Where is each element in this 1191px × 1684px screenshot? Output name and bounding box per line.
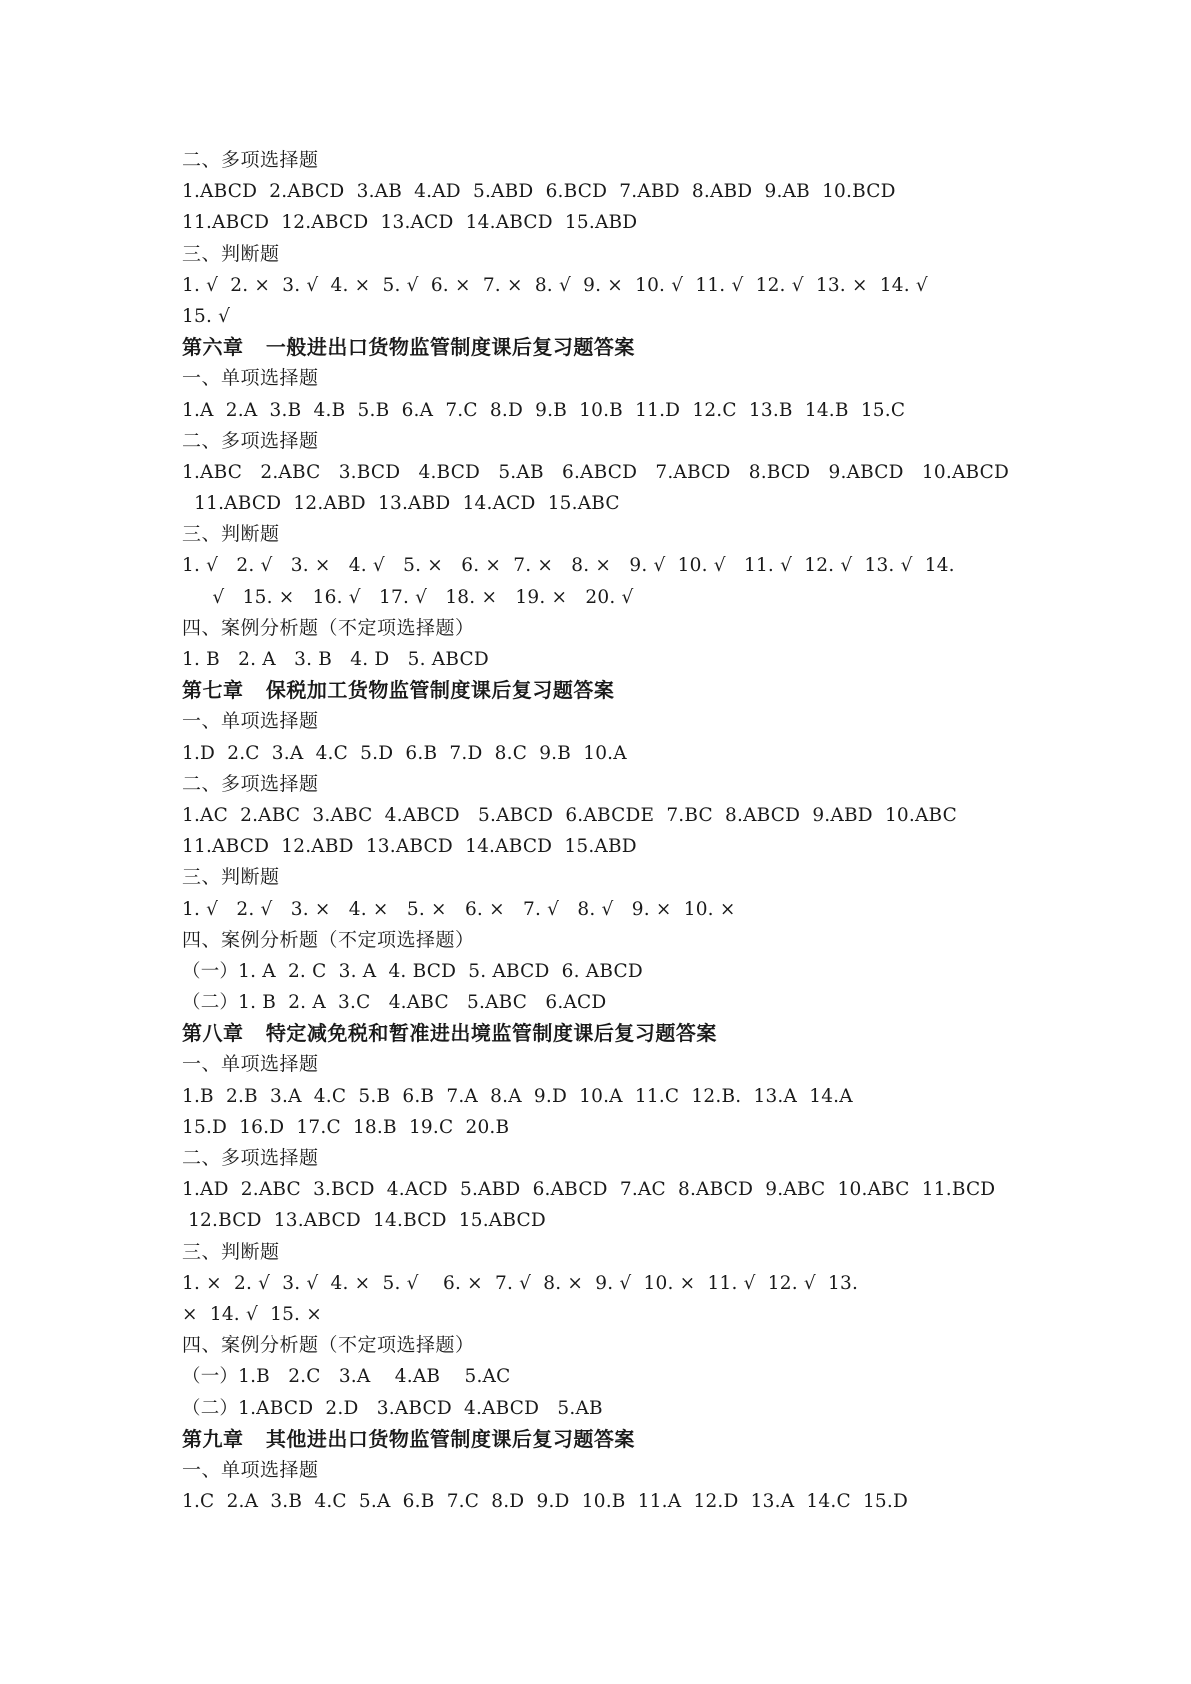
answer-line: √ 15. × 16. √ 17. √ 18. × 19. × 20. √ bbox=[182, 586, 634, 608]
chapter-title: 第七章 保税加工货物监管制度课后复习题答案 bbox=[182, 678, 615, 703]
answer-line: 12.BCD 13.ABCD 14.BCD 15.ABCD bbox=[182, 1210, 546, 1232]
section-heading: 三、判断题 bbox=[182, 1240, 280, 1263]
section-heading: 三、判断题 bbox=[182, 523, 280, 546]
answer-line: 1. B 2. A 3. B 4. D 5. ABCD bbox=[182, 649, 489, 670]
answer-line: 1.ABC 2.ABC 3.BCD 4.BCD 5.AB 6.ABCD 7.ABCD 8.BCD 9.ABCD 10.ABCD bbox=[182, 461, 1010, 483]
section-heading: 二、多项选择题 bbox=[182, 429, 319, 452]
section-heading: 三、判断题 bbox=[182, 242, 280, 265]
answer-document bbox=[182, 145, 1062, 1517]
section-heading: 一、单项选择题 bbox=[182, 1458, 319, 1481]
section-heading: 四、案例分析题（不定项选择题） bbox=[182, 928, 475, 951]
answer-line: 1. √ 2. × 3. √ 4. × 5. √ 6. × 7. × 8. √ 9. × 10. √ 11. √ 12. √ 13. × 14. √ bbox=[182, 274, 928, 296]
section-heading: 二、多项选择题 bbox=[182, 772, 319, 795]
section-heading: 二、多项选择题 bbox=[182, 149, 319, 171]
answer-line: （二）1.ABCD 2.D 3.ABCD 4.ABCD 5.AB bbox=[182, 1397, 603, 1419]
answer-line: 1. × 2. √ 3. √ 4. × 5. √ 6. × 7. √ 8. × 9. √ 10. × 11. √ 12. √ 13. bbox=[182, 1272, 859, 1294]
chapter-title: 第九章 其他进出口货物监管制度课后复习题答案 bbox=[182, 1426, 635, 1451]
answer-line: 11.ABCD 12.ABCD 13.ACD 14.ABCD 15.ABD bbox=[182, 212, 638, 234]
chapter-title: 第六章 一般进出口货物监管制度课后复习题答案 bbox=[182, 335, 635, 360]
section-heading: 一、单项选择题 bbox=[182, 1053, 319, 1076]
answer-line: 1.D 2.C 3.A 4.C 5.D 6.B 7.D 8.C 9.B 10.A bbox=[182, 742, 627, 764]
answer-line: 11.ABCD 12.ABD 13.ABCD 14.ABCD 15.ABD bbox=[182, 836, 637, 858]
answer-line: 1.C 2.A 3.B 4.C 5.A 6.B 7.C 8.D 9.D 10.B 11.A 12.D 13.A 14.C 15.D bbox=[182, 1491, 909, 1513]
section-heading: 四、案例分析题（不定项选择题） bbox=[182, 1334, 475, 1357]
answer-line: 1.AC 2.ABC 3.ABC 4.ABCD 5.ABCD 6.ABCDE 7.BC 8.ABCD 9.ABD 10.ABC bbox=[182, 804, 958, 826]
answer-line: （一）1.B 2.C 3.A 4.AB 5.AC bbox=[182, 1366, 511, 1388]
section-heading: 一、单项选择题 bbox=[182, 367, 319, 390]
answer-line: 15.D 16.D 17.C 18.B 19.C 20.B bbox=[182, 1116, 510, 1138]
answer-line: 1.A 2.A 3.B 4.B 5.B 6.A 7.C 8.D 9.B 10.B 11.D 12.C 13.B 14.B 15.C bbox=[182, 399, 906, 421]
answer-line: 11.ABCD 12.ABD 13.ABD 14.ACD 15.ABC bbox=[182, 493, 620, 515]
answer-line: （二）1. B 2. A 3.C 4.ABC 5.ABC 6.ACD bbox=[182, 992, 607, 1014]
section-heading: 二、多项选择题 bbox=[182, 1147, 319, 1169]
section-heading: 一、单项选择题 bbox=[182, 710, 319, 733]
answer-line: 15. √ bbox=[182, 305, 231, 327]
chapter-title: 第八章 特定减免税和暂准进出境监管制度课后复习题答案 bbox=[182, 1021, 717, 1046]
section-heading: 四、案例分析题（不定项选择题） bbox=[182, 616, 475, 639]
answer-line: × 14. √ 15. × bbox=[182, 1303, 322, 1325]
section-heading: 三、判断题 bbox=[182, 866, 280, 889]
answer-line: 1.ABCD 2.ABCD 3.AB 4.AD 5.ABD 6.BCD 7.ABD 8.ABD 9.AB 10.BCD bbox=[182, 181, 896, 203]
answer-line: 1.B 2.B 3.A 4.C 5.B 6.B 7.A 8.A 9.D 10.A 11.C 12.B. 13.A 14.A bbox=[182, 1085, 853, 1107]
answer-line: （一）1. A 2. C 3. A 4. BCD 5. ABCD 6. ABCD bbox=[182, 960, 643, 982]
answer-line: 1.AD 2.ABC 3.BCD 4.ACD 5.ABD 6.ABCD 7.AC 8.ABCD 9.ABC 10.ABC 11.BCD bbox=[182, 1179, 996, 1201]
answer-line: 1. √ 2. √ 3. × 4. √ 5. × 6. × 7. × 8. × 9. √ 10. √ 11. √ 12. √ 13. √ 14. bbox=[182, 555, 955, 577]
answer-line: 1. √ 2. √ 3. × 4. × 5. × 6. × 7. √ 8. √ 9. × 10. × bbox=[182, 898, 736, 920]
